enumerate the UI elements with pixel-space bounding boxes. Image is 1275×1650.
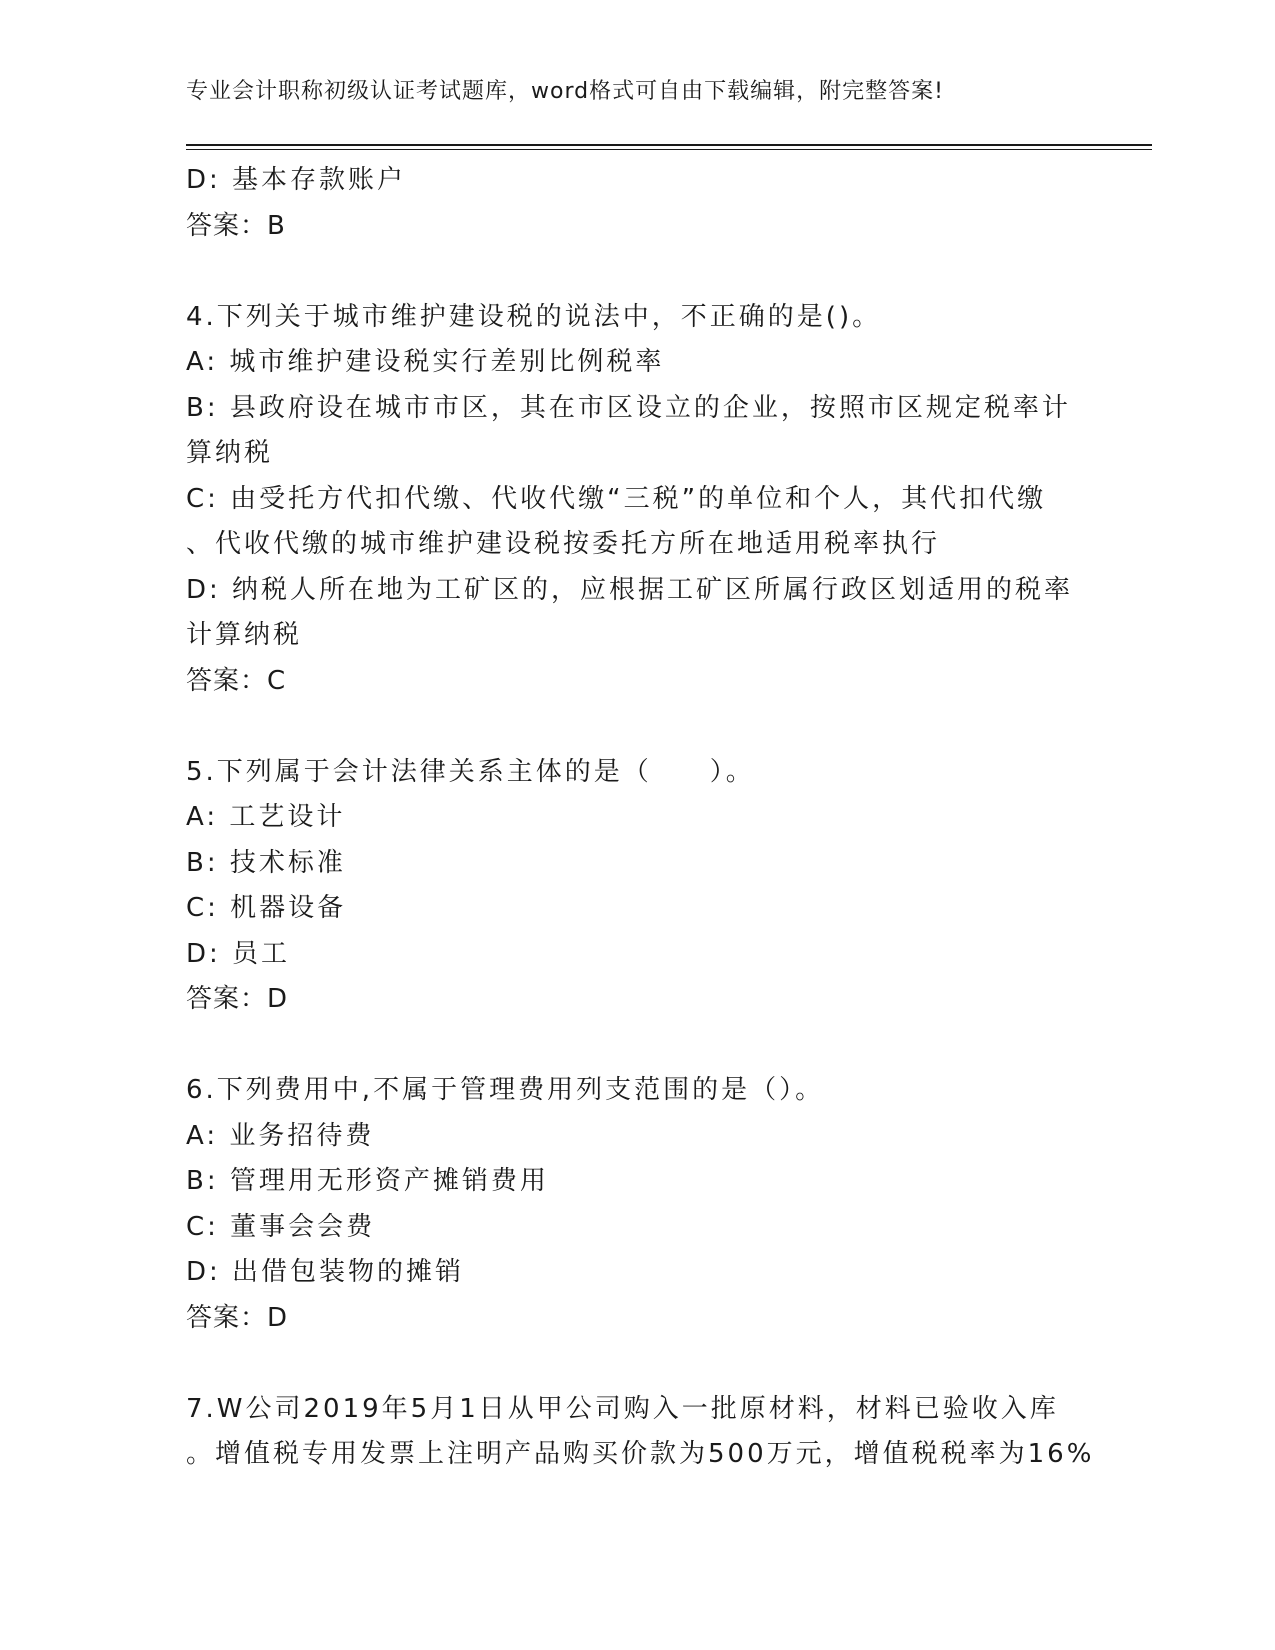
q4-stem: 4.下列关于城市维护建设税的说法中，不正确的是()。 (186, 301, 882, 332)
q5-answer: 答案：D (186, 984, 289, 1014)
q4-option-c-line2: 、代收代缴的城市维护建设税按委托方所在地适用税率执行 (186, 529, 941, 559)
q7-stem-line1: 7.W公司2019年5月1日从甲公司购入一批原材料，材料已验收入库 (186, 1393, 1059, 1424)
spacer (186, 249, 1086, 295)
q4-option-a: A: 城市维护建设税实行差别比例税率 (186, 347, 665, 377)
q6-option-a: A: 业务招待费 (186, 1120, 375, 1151)
q5-stem: 5.下列属于会计法律关系主体的是（ ）。 (186, 756, 755, 787)
q6-option-b: B: 管理用无形资产摊销费用 (186, 1166, 549, 1196)
spacer (186, 1341, 1086, 1387)
q5-option-a: A: 工艺设计 (186, 802, 346, 832)
q6-stem: 6.下列费用中,不属于管理费用列支范围的是（）。 (186, 1075, 825, 1105)
q4-option-d-line2: 计算纳税 (186, 620, 303, 650)
header-divider (186, 144, 1152, 150)
q5-option-d: D: 员工 (186, 938, 291, 969)
q5-option-b: B: 技术标准 (186, 847, 346, 878)
spacer (186, 1023, 1086, 1069)
document-body (186, 158, 1095, 1478)
q6-answer: 答案：D (186, 1302, 289, 1333)
q4-option-b-line1: B: 县政府设在城市市区，其在市区设立的企业，按照市区规定税率计 (186, 392, 1071, 423)
q3-answer: 答案：B (186, 210, 286, 241)
q7-stem-line2: 。增值税专用发票上注明产品购买价款为500万元，增值税税率为16% (186, 1439, 1095, 1469)
q4-option-b-line2: 算纳税 (186, 438, 274, 468)
q4-option-c-line1: C: 由受托方代扣代缴、代收代缴“三税”的单位和个人，其代扣代缴 (186, 483, 1047, 514)
q3-option-d: D: 基本存款账户 (186, 165, 407, 195)
spacer (186, 704, 1086, 750)
q4-answer: 答案：C (186, 665, 287, 696)
q4-option-d-line1: D: 纳税人所在地为工矿区的，应根据工矿区所属行政区划适用的税率 (186, 574, 1074, 605)
page-header: 专业会计职称初级认证考试题库，word格式可自由下载编辑，附完整答案! (186, 79, 944, 104)
q6-option-d: D: 出借包装物的摊销 (186, 1257, 465, 1287)
q6-option-c: C: 董事会会费 (186, 1211, 376, 1242)
q5-option-c: C: 机器设备 (186, 893, 347, 923)
